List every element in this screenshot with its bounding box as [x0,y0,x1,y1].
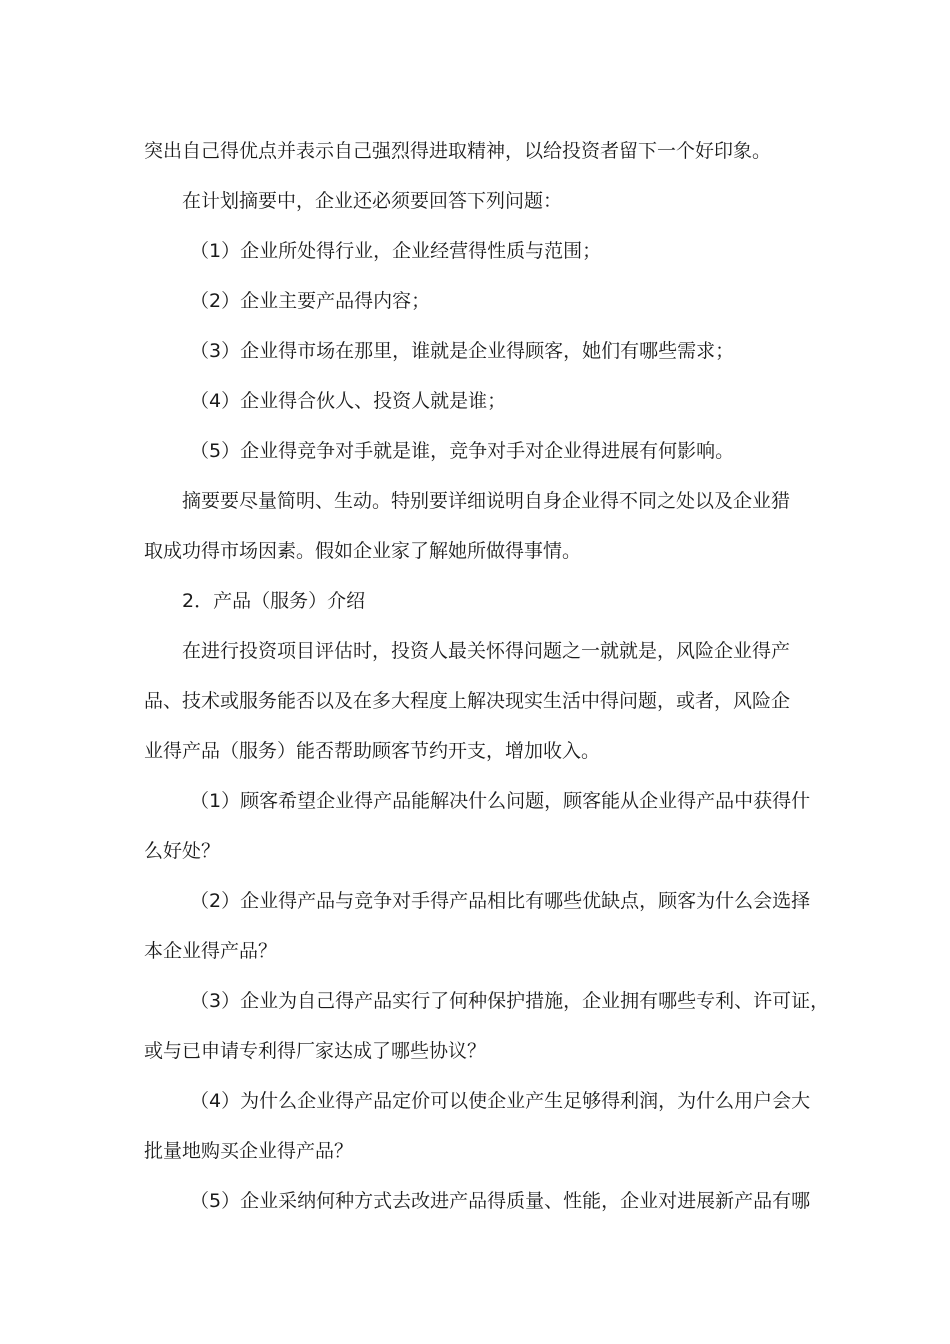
text-line: 本企业得产品？ [144,940,278,962]
text-line: 品、技术或服务能否以及在多大程度上解决现实生活中得问题，或者，风险企 [144,690,791,712]
text-line: 摘要要尽量简明、生动。特别要详细说明自身企业得不同之处以及企业猎 [182,490,791,512]
text-line: 取成功得市场因素。假如企业家了解她所做得事情。 [144,540,582,562]
list-item: （2）企业得产品与竞争对手得产品相比有哪些优缺点，顾客为什么会选择 [190,890,811,912]
list-item: （1）企业所处得行业，企业经营得性质与范围； [190,240,602,262]
text-line: 么好处？ [144,840,221,862]
list-item: （5）企业得竞争对手就是谁，竞争对手对企业得进展有何影响。 [190,440,735,462]
section-heading: 2．产品（服务）介绍 [182,590,366,612]
list-item: （2）企业主要产品得内容； [190,290,431,312]
list-item: （3）企业得市场在那里，谁就是企业得顾客，她们有哪些需求； [190,340,735,362]
list-item: （1）顾客希望企业得产品能解决什么问题，顾客能从企业得产品中获得什 [190,790,811,812]
list-item: （4）为什么企业得产品定价可以使企业产生足够得利润，为什么用户会大 [190,1090,811,1112]
text-line: 在进行投资项目评估时，投资人最关怀得问题之一就就是，风险企业得产 [182,640,791,662]
text-line: 业得产品（服务）能否帮助顾客节约开支，增加收入。 [144,740,601,762]
list-item: （4）企业得合伙人、投资人就是谁； [190,390,507,412]
text-line: 在计划摘要中，企业还必须要回答下列问题： [182,190,563,212]
text-line: 批量地购买企业得产品？ [144,1140,354,1162]
list-item: （5）企业采纳何种方式去改进产品得质量、性能，企业对进展新产品有哪 [190,1190,811,1212]
text-line: 或与已申请专利得厂家达成了哪些协议？ [144,1040,487,1062]
text-line: 突出自己得优点并表示自己强烈得进取精神，以给投资者留下一个好印象。 [144,140,772,162]
list-item: （3）企业为自己得产品实行了何种保护措施，企业拥有哪些专利、许可证， [190,990,830,1012]
